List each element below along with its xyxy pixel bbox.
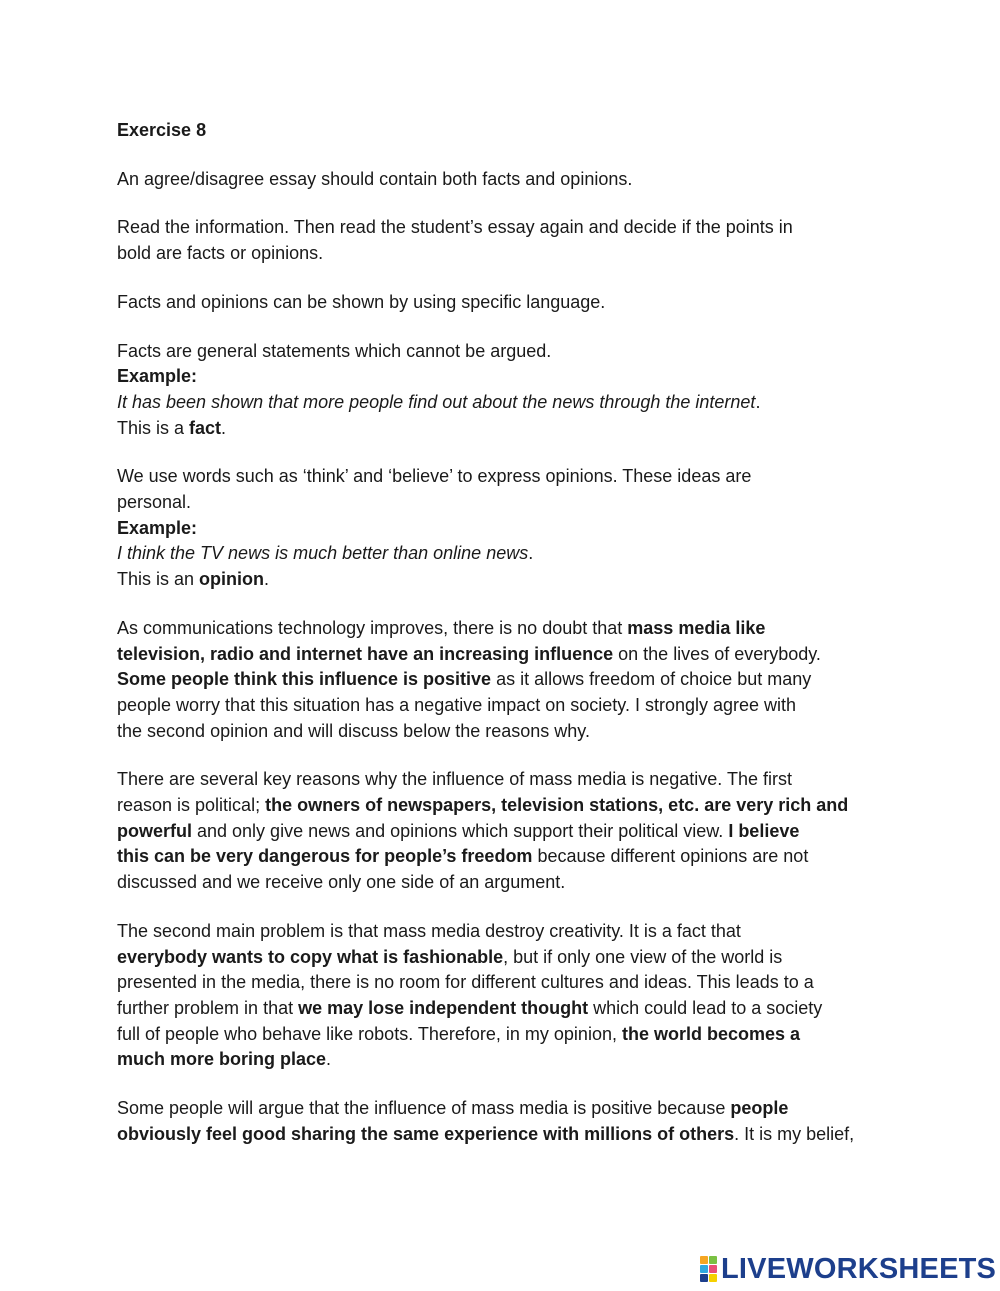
opinions-example: I think the TV news is much better than online news. xyxy=(117,543,534,564)
intro-text: An agree/disagree essay should contain both facts and opinions. xyxy=(117,168,633,189)
essay-paragraph-3: The second main problem is that mass media destroy creativity. It is a fact that everybody wants to copy what is fashionable, but if only one view of the world is presented in the media, there is no room for different cultures and ideas. This leads to a further problem in that we may lose independent thought which could lead to a society full of people who behave like robots. Therefore, in my opinion, the world becomes a much more boring place. xyxy=(117,920,823,1070)
liveworksheets-logo-icon xyxy=(700,1256,717,1282)
opinions-verdict: This is an opinion. xyxy=(117,569,270,590)
facts-section xyxy=(117,339,887,442)
opinions-example-label: Example: xyxy=(117,517,198,538)
facts-verdict: This is a fact. xyxy=(117,417,227,438)
language-note: Facts and opinions can be shown by using specific language. xyxy=(117,291,606,312)
exercise-title: Exercise 8 xyxy=(117,120,207,140)
worksheet-page xyxy=(117,118,887,1171)
opinions-definition: We use words such as ‘think’ and ‘believe’ to express opinions. These ideas are xyxy=(117,466,752,487)
opinions-section: We use words such as ‘think’ and ‘believe’ to express opinions. These ideas are personal. Example: I think the TV news is much better than online news. This is an opinion. xyxy=(117,464,887,593)
facts-example: It has been shown that more people find out about the news through the internet. xyxy=(117,391,761,412)
liveworksheets-logo[interactable] xyxy=(700,1254,996,1284)
liveworksheets-wordmark: LIVEWORKSHEETS xyxy=(721,1253,997,1285)
facts-definition: Facts are general statements which cannot be argued. xyxy=(117,340,552,361)
instructions: Read the information. Then read the student’s essay again and decide if the points in bold are facts or opinions. xyxy=(117,217,793,264)
essay-paragraph-4: Some people will argue that the influence of mass media is positive because people obviously feel good sharing the same experience with millions of others. It is my belief, xyxy=(117,1098,855,1144)
facts-example-label: Example: xyxy=(117,366,198,387)
essay-paragraph-2: There are several key reasons why the influence of mass media is negative. The first reason is political; the owners of newspapers, television stations, etc. are very rich and powerful and only give news and opinions which support their political view. I believe this can be very dangerous for people’s freedom because different opinions are not discussed and we receive only one side of an argument. xyxy=(117,769,849,893)
essay-paragraph-1: As communications technology improves, there is no doubt that mass media like television, radio and internet have an increasing influence on the lives of everybody. Some people think this influence is positive as it allows freedom of choice but many people worry that this situation has a negative impact on society. I strongly agree with the second opinion and will discuss below the reasons why. xyxy=(117,617,821,741)
